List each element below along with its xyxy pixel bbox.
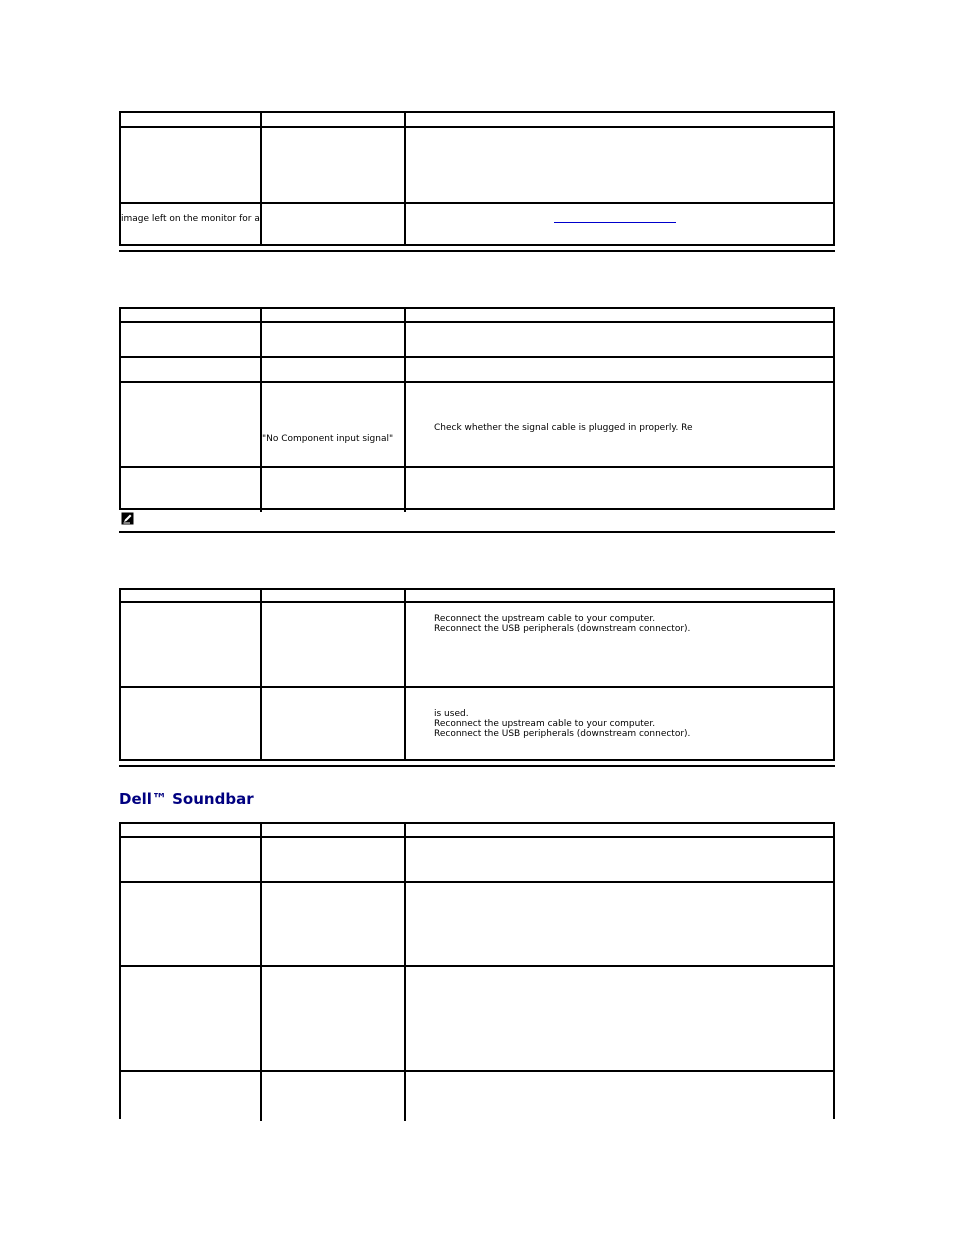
table-row [121,202,833,246]
table-row [121,113,833,126]
note-pencil-icon [121,512,134,525]
symptom-text: "No Component input signal" [262,434,394,444]
table-row [121,824,833,836]
table-row [121,381,833,466]
solution-line: Reconnect the upstream cable to your computer. [434,614,656,624]
table-row [121,321,833,356]
section-divider [119,531,835,533]
section-heading-soundbar: Dell™ Soundbar [119,790,254,808]
solution-text: Check whether the signal cable is plugged in properly. Re [434,423,693,433]
table-row [121,601,833,686]
table-row [121,881,833,965]
troubleshooting-table-usb [119,588,835,761]
section-divider [119,250,835,252]
reference-link[interactable] [554,222,676,223]
table-row [121,309,833,321]
section-divider [119,765,835,767]
solution-line: Reconnect the upstream cable to your computer. [434,719,656,729]
troubleshooting-table-input-signal [119,307,835,510]
table-row [121,836,833,881]
problem-text: image left on the monitor for a [121,214,260,224]
solution-line: Reconnect the USB peripherals (downstream connector). [434,729,691,739]
table-row [121,126,833,202]
table-row [121,466,833,512]
table-row [121,686,833,761]
troubleshooting-table-soundbar [119,822,835,1119]
solution-line: Reconnect the USB peripherals (downstream connector). [434,624,691,634]
troubleshooting-table-image-retention [119,111,835,246]
solution-line: is used. [434,709,469,719]
table-row [121,356,833,381]
table-row [121,965,833,1070]
table-row [121,1070,833,1121]
table-row [121,590,833,601]
